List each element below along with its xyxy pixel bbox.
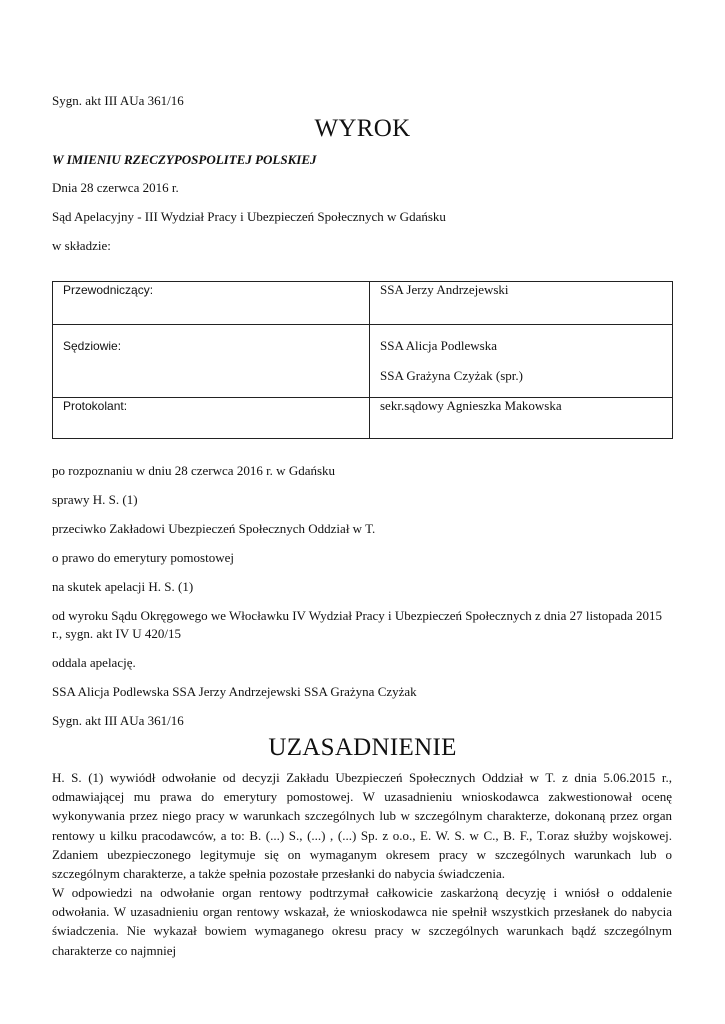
table-row xyxy=(53,325,673,398)
case-reference-repeat: Sygn. akt III AUa 361/16 xyxy=(52,713,184,728)
judge-name: SSA Alicja Podlewska xyxy=(380,338,498,353)
judge-name: SSA Grażyna Czyżak (spr.) xyxy=(380,368,523,383)
judgment-date: Dnia 28 czerwca 2016 r. xyxy=(52,180,179,195)
court-panel-table xyxy=(52,281,673,439)
judges-names-cell xyxy=(370,325,673,398)
presiding-name-cell xyxy=(370,282,673,325)
clerk-name-cell xyxy=(370,398,673,439)
justification-paragraph: W odpowiedzi na odwołanie organ rentowy podtrzymał całkowicie zaskarżoną decyzję i wniósł o oddalenie odwołania. W uzasadnieniu organ rentowy wskazał, że wnioskodawca nie spełnił wszystkich przesłanek do nabycia świadczenia. Nie wykazał bowiem wymaganego okresu pracy w szczególnych warunkach bądź szczególnym charakterze co najmniej xyxy=(52,885,672,958)
clerk-name: sekr.sądowy Agnieszka Makowska xyxy=(380,398,562,413)
ruling-line: oddala apelację. xyxy=(52,655,136,670)
hearing-line: po rozpoznaniu w dniu 28 czerwca 2016 r. w Gdańsku xyxy=(52,463,336,478)
judges-label-cell xyxy=(53,325,370,398)
signatures-line: SSA Alicja Podlewska SSA Jerzy Andrzejewski SSA Grażyna Czyżak xyxy=(52,684,417,699)
justification-title: UZASADNIENIE xyxy=(268,734,457,761)
presiding-label: Przewodniczący: xyxy=(63,283,154,297)
against-line: przeciwko Zakładowi Ubezpieczeń Społecznych Oddział w T. xyxy=(52,521,376,536)
table-row xyxy=(53,282,673,325)
case-line: sprawy H. S. (1) xyxy=(52,492,138,507)
document-title: WYROK xyxy=(314,115,411,142)
composition-label: w składzie: xyxy=(52,238,111,253)
court-name: Sąd Apelacyjny - III Wydział Pracy i Ubezpieczeń Społecznych w Gdańsku xyxy=(52,209,446,224)
judgment-line-continued: r., sygn. akt IV U 420/15 xyxy=(52,626,182,641)
case-reference: Sygn. akt III AUa 361/16 xyxy=(52,93,184,108)
clerk-label: Protokolant: xyxy=(63,399,128,413)
judgment-line: od wyroku Sądu Okręgowego we Włocławku IV Wydział Pracy i Ubezpieczeń Społecznych z dnia 27 listopada 2015 xyxy=(52,608,663,623)
judges-label: Sędziowie: xyxy=(63,339,122,353)
invocation: W IMIENIU RZECZYPOSPOLITEJ POLSKIEJ xyxy=(52,152,317,167)
presiding-label-cell xyxy=(53,282,370,325)
table-row xyxy=(53,398,673,439)
clerk-label-cell xyxy=(53,398,370,439)
presiding-name: SSA Jerzy Andrzejewski xyxy=(380,282,509,297)
justification-paragraph: H. S. (1) wywiódł odwołanie od decyzji Zakładu Ubezpieczeń Społecznych Oddział w T. z dnia 5.06.2015 r., odmawiającej mu prawa do emerytury pomostowej. W uzasadnieniu wnioskodawca zakwestionował ocenę wykonywania przez niego pracy w warunkach szczególnych lub w szczególnym charakterze, dokonaną przez organ rentowy u kilku pracodawców, a to: B. (...) S., (...) , (...) Sp. z o.o., E. W. S. w C., B. F., T.oraz służby wojskowej. Zdaniem ubezpieczonego legitymuje się on wymaganym okresem pracy w szczególnych warunkach lub o szczególnym charakterze, a także spełnia pozostałe przesłanki do nabycia świadczenia. xyxy=(52,770,672,882)
subject-line: o prawo do emerytury pomostowej xyxy=(52,550,234,565)
appeal-line: na skutek apelacji H. S. (1) xyxy=(52,579,194,594)
